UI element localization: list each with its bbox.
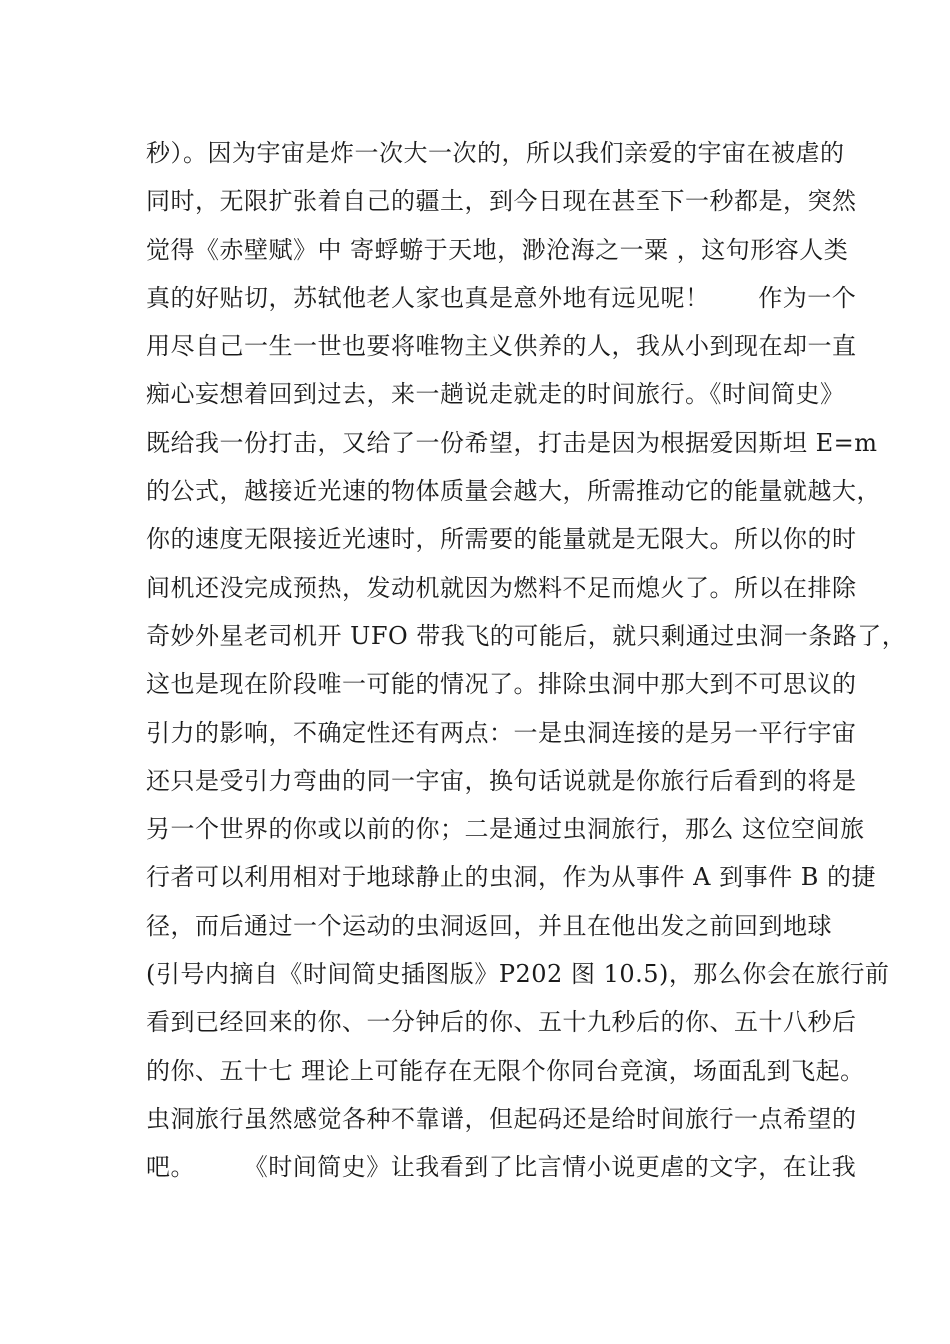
text-line: 痴心妄想着回到过去，来一趟说走就走的时间旅行。《时间简史》 — [146, 380, 845, 409]
text-line: 另一个世界的你或以前的你；二是通过虫洞旅行，那么 这位空间旅 — [146, 815, 865, 844]
body-text — [146, 133, 907, 1196]
text-line: 还只是受引力弯曲的同一宇宙，换句话说就是你旅行后看到的将是 — [146, 766, 857, 795]
text-line: 吧。 《时间简史》让我看到了比言情小说更虐的文字，在让我 — [146, 1153, 857, 1182]
text-line: (引号内摘自《时间简史插图版》P202 图 10.5)，那么你会在旅行前 — [146, 960, 890, 989]
text-line: 既给我一份打击，又给了一份希望，打击是因为根据爱因斯坦 E=m — [146, 428, 878, 457]
text-line: 用尽自己一生一世也要将唯物主义供养的人，我从小到现在却一直 — [146, 332, 857, 361]
text-line: 的公式，越接近光速的物体质量会越大，所需推动它的能量就越大， — [146, 477, 881, 506]
text-line: 看到已经回来的你、一分钟后的你、五十九秒后的你、五十八秒后 — [146, 1008, 857, 1037]
text-line: 径，而后通过一个运动的虫洞返回，并且在他出发之前回到地球 — [146, 911, 832, 940]
text-line: 虫洞旅行虽然感觉各种不靠谱，但起码还是给时间旅行一点希望的 — [146, 1104, 857, 1133]
text-line: 同时，无限扩张着自己的疆土，到今日现在甚至下一秒都是，突然 — [146, 187, 857, 216]
text-line: 你的速度无限接近光速时，所需要的能量就是无限大。所以你的时 — [146, 525, 857, 554]
text-line: 觉得《赤壁赋》中 寄蜉蝣于天地，渺沧海之一粟 ，这句形容人类 — [146, 235, 849, 264]
text-line: 的你、五十七 理论上可能存在无限个你同台竞演，场面乱到飞起。 — [146, 1056, 865, 1085]
text-line: 间机还没完成预热，发动机就因为燃料不足而熄火了。所以在排除 — [146, 573, 857, 602]
text-line: 奇妙外星老司机开 UFO 带我飞的可能后，就只剩通过虫洞一条路了， — [146, 621, 907, 650]
text-line: 这也是现在阶段唯一可能的情况了。排除虫洞中那大到不可思议的 — [146, 670, 857, 699]
text-line: 秒）。因为宇宙是炸一次大一次的，所以我们亲爱的宇宙在被虐的 — [146, 139, 845, 167]
text-line: 引力的影响，不确定性还有两点：一是虫洞连接的是另一平行宇宙 — [146, 718, 857, 747]
text-line: 行者可以利用相对于地球静止的虫洞，作为从事件 A 到事件 B 的捷 — [146, 863, 876, 892]
text-line: 真的好贴切，苏轼他老人家也真是意外地有远见呢！ 作为一个 — [146, 283, 857, 312]
